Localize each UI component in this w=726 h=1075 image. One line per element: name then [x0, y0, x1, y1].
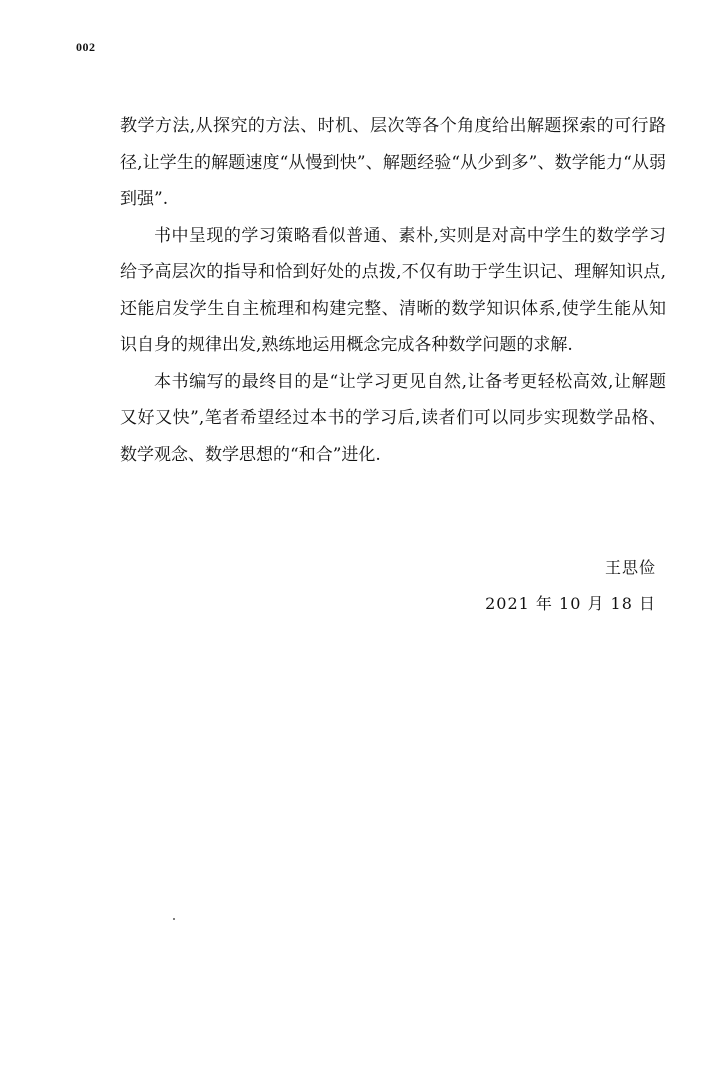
- paragraph-learning-strategy: 书中呈现的学习策略看似普通、素朴,实则是对高中学生的数学学习给予高层次的指导和恰到好处的点拨,不仅有助于学生识记、理解知识点,还能启发学生自主梳理和构建完整、清晰的数学知识体系,使学生能从知识自身的规律出发,熟练地运用概念完成各种数学问题的求解.: [120, 225, 666, 355]
- author-name: 王思俭: [604, 558, 656, 577]
- signature-date: 2021 年 10 月 18 日: [485, 594, 656, 613]
- signature-block: [485, 550, 656, 622]
- page-number: 002: [76, 40, 96, 54]
- paragraph-continuation: 教学方法,从探究的方法、时机、层次等各个角度给出解题探索的可行路径,让学生的解题速度“从慢到快”、解题经验“从少到多”、数学能力“从弱到强”.: [120, 116, 666, 209]
- paragraph-book-purpose: 本书编写的最终目的是“让学习更见自然,让备考更轻松高效,让解题又好又快”,笔者希望经过本书的学习后,读者们可以同步实现数学品格、数学观念、数学思想的“和合”进化.: [120, 371, 666, 465]
- scan-speck: [173, 918, 175, 920]
- document-body: [120, 108, 666, 473]
